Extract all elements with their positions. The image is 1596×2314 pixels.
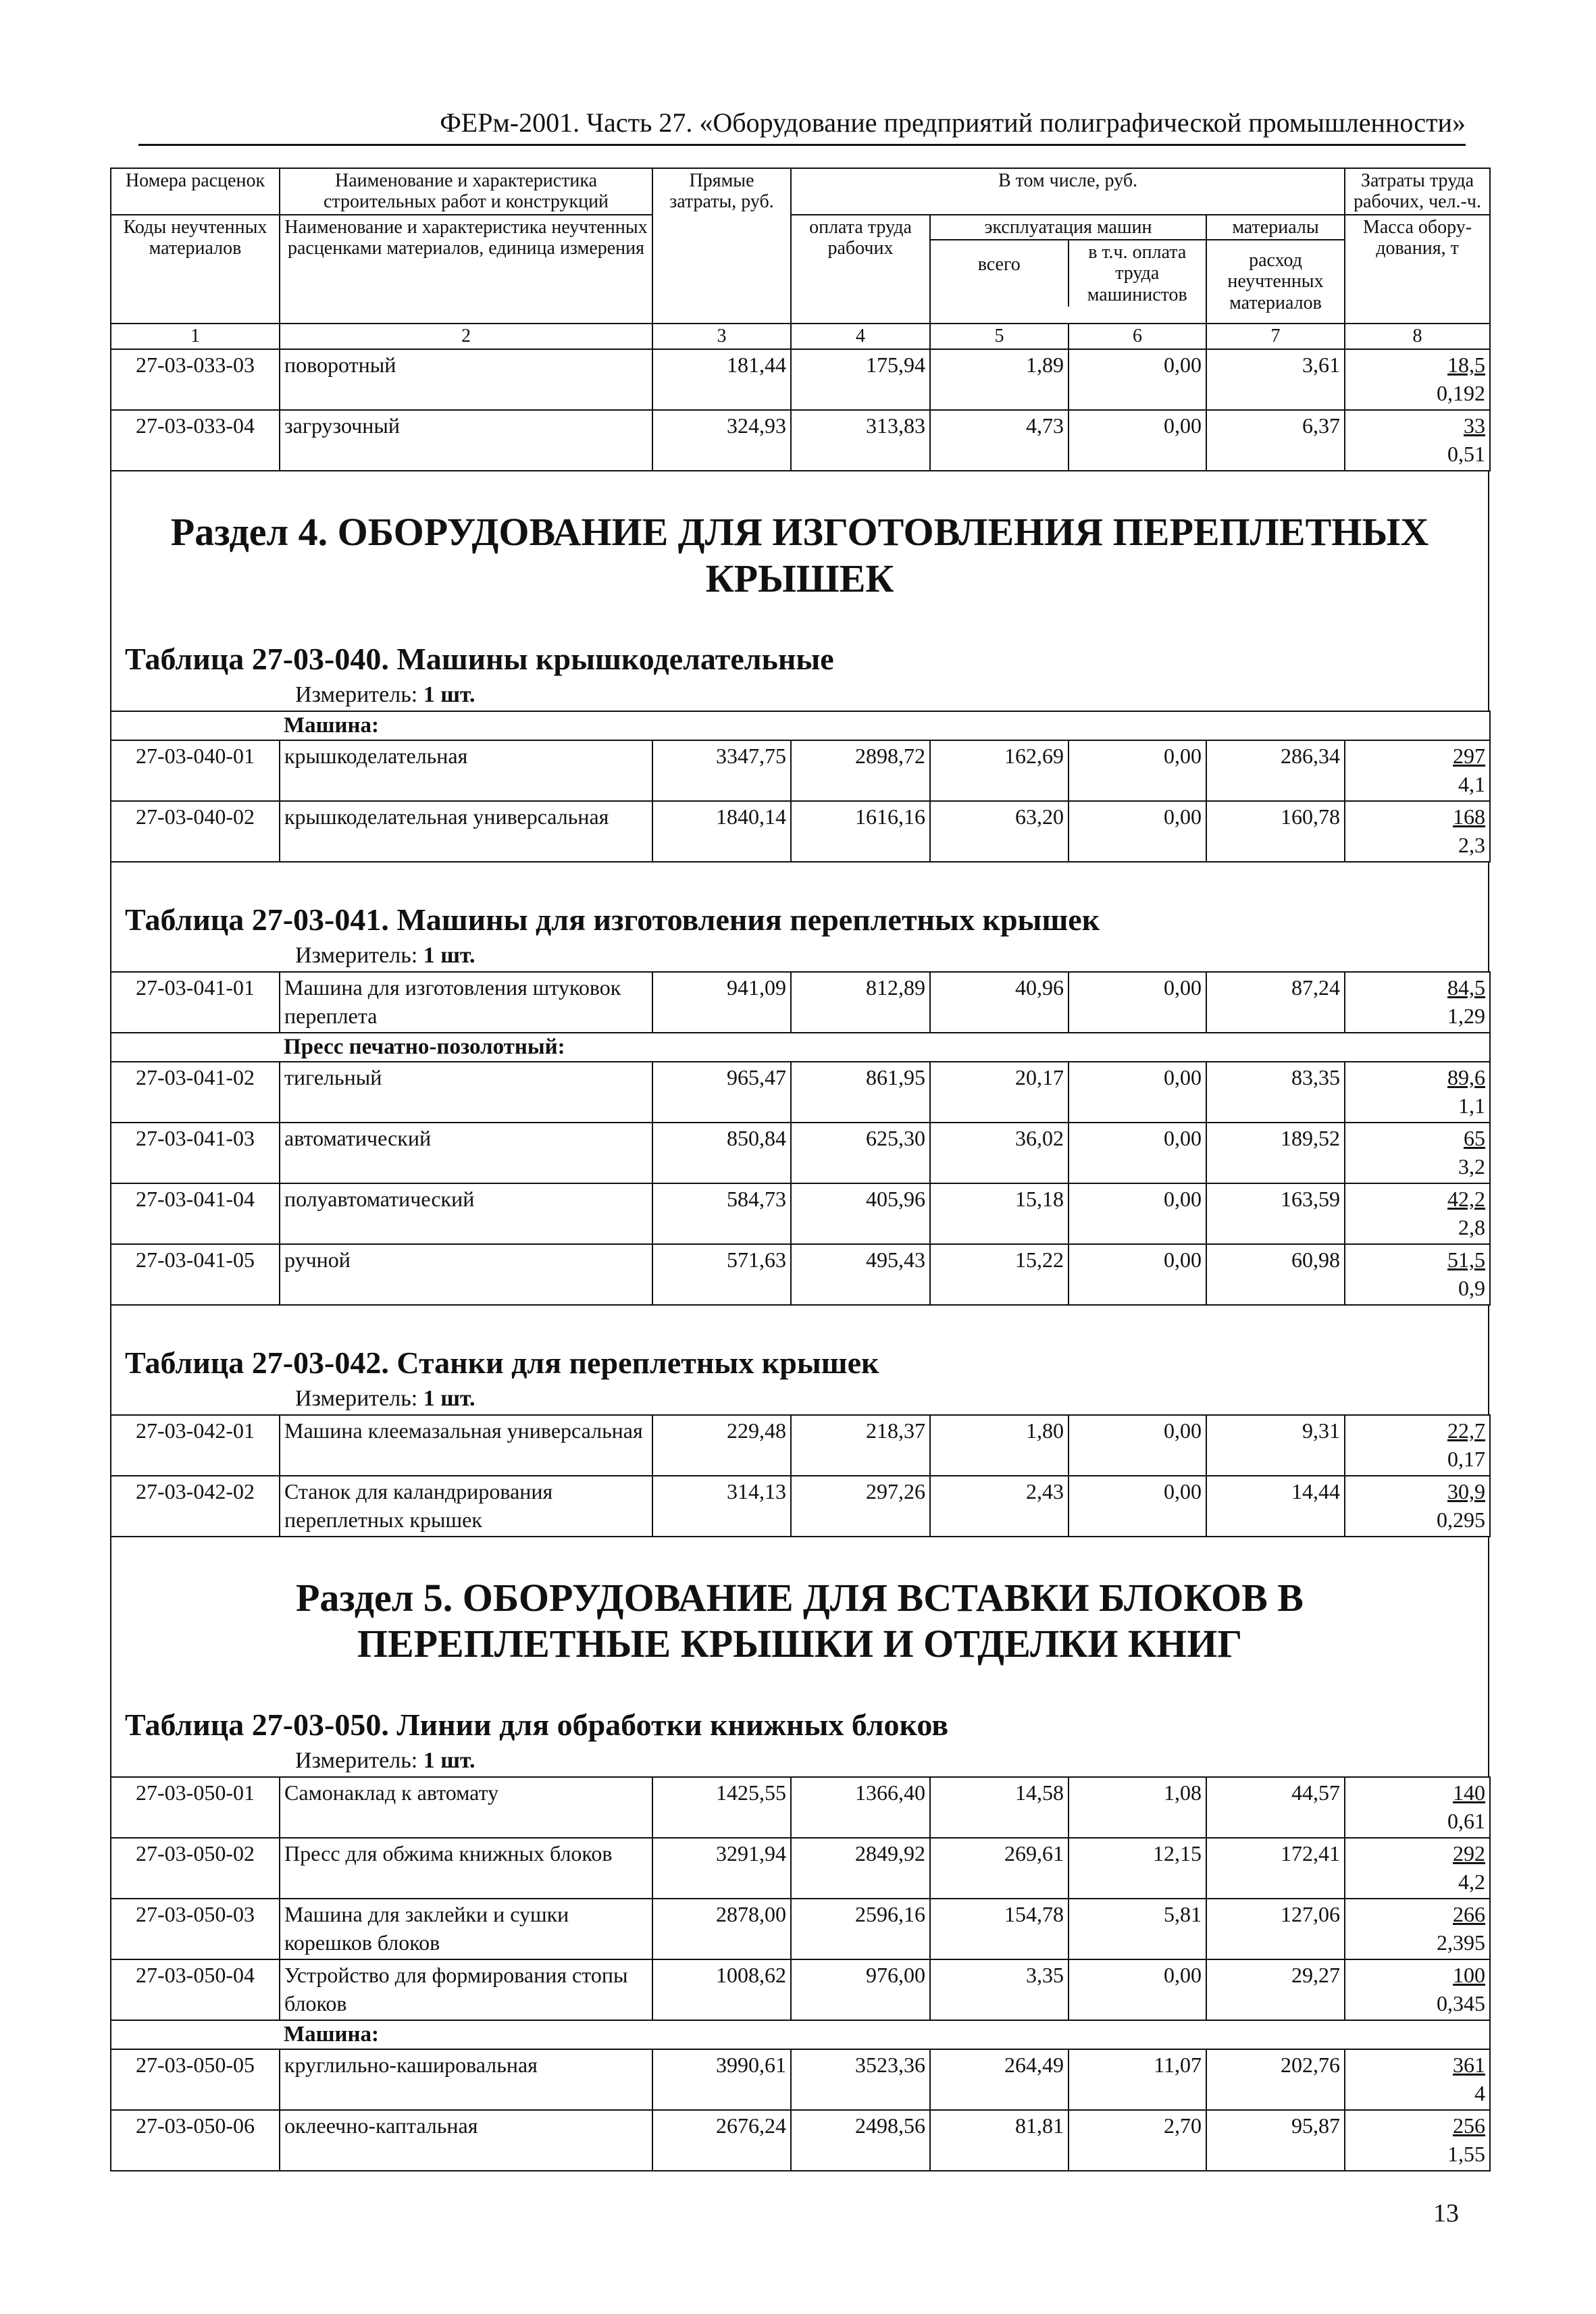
rate-code-cell: 27-03-042-01 [111,1415,280,1476]
labor-hours: 65 [1464,1126,1485,1151]
labor-mass-cell [1345,1777,1490,1838]
rate-code-cell: 27-03-050-03 [111,1899,280,1959]
rate-code-cell: 27-03-050-02 [111,1838,280,1899]
materials-cell: 6,37 [1206,410,1345,471]
materials-cell: 44,57 [1206,1777,1345,1838]
rate-code-cell: 27-03-041-01 [111,972,280,1033]
labor-hours: 89,6 [1447,1065,1485,1090]
table-row [111,1183,1490,1244]
machines-total-cell: 15,22 [930,1244,1069,1305]
machines-total-cell: 36,02 [930,1123,1069,1183]
labor-hours: 297 [1453,744,1486,769]
labor-hours: 30,9 [1447,1479,1485,1504]
labor-pay-cell: 495,43 [791,1244,930,1305]
labor-mass-cell [1345,1959,1490,2020]
table-040 [110,711,1491,863]
direct-costs-cell: 229,48 [652,1415,791,1476]
equipment-mass: 0,17 [1447,1446,1485,1471]
table-041-block [110,863,1489,971]
item-name-cell: крышкоделательная [280,740,652,801]
rate-code-cell: 27-03-050-04 [111,1959,280,2020]
machinist-pay-cell: 0,00 [1069,1476,1206,1537]
rate-code-cell: 27-03-050-01 [111,1777,280,1838]
labor-hours: 18,5 [1447,353,1486,378]
section-5-title: Раздел 5. ОБОРУДОВАНИЕ ДЛЯ ВСТАВКИ БЛОКОВ В ПЕРЕПЛЕТНЫЕ КРЫШКИ И ОТДЕЛКИ КНИГ [296,1576,1304,1666]
labor-pay-cell: 2596,16 [791,1899,930,1959]
table-row [111,349,1490,410]
machinist-pay-cell: 0,00 [1069,1244,1206,1305]
labor-hours: 84,5 [1447,975,1485,1000]
column-number: 5 [930,324,1069,349]
hdr-col1-bottom: Коды неучтенных материалов [111,215,280,324]
machinist-pay-cell: 2,70 [1069,2110,1206,2171]
machines-total-cell: 162,69 [930,740,1069,801]
labor-pay-cell: 313,83 [791,410,930,471]
item-name-cell: Самонаклад к автомату [280,1777,652,1838]
group-heading: Пресс печатно-позолотный: [280,1033,1490,1062]
labor-hours: 100 [1453,1962,1485,1987]
item-name-cell: Станок для каландрирования переплетных крышек [280,1476,652,1537]
labor-pay-cell: 976,00 [791,1959,930,2020]
machines-total-cell: 2,43 [930,1476,1069,1537]
labor-mass-cell [1345,1899,1490,1959]
hdr-materials-sub: расход неучтенных материалов [1227,250,1324,313]
meter-value: 1 шт. [423,1747,475,1773]
labor-pay-cell: 1616,16 [791,801,930,862]
labor-hours: 361 [1453,2052,1485,2077]
materials-cell: 3,61 [1206,349,1345,410]
equipment-mass: 0,295 [1437,1507,1485,1532]
direct-costs-cell: 2676,24 [652,2110,791,2171]
equipment-mass: 4,2 [1458,1869,1485,1894]
equipment-mass: 1,55 [1447,2141,1485,2166]
machinist-pay-cell: 0,00 [1069,1959,1206,2020]
group-heading: Машина: [280,2020,1490,2049]
equipment-mass: 0,192 [1437,380,1486,405]
item-name-cell: крышкоделательная универсальная [280,801,652,862]
table-row [111,1777,1490,1838]
hdr-col8-top: Затраты труда рабочих, чел.-ч. [1345,168,1490,215]
table-row [111,1476,1490,1537]
labor-pay-cell: 175,94 [791,349,930,410]
group-heading-row [111,2020,1490,2049]
machinist-pay-cell: 0,00 [1069,801,1206,862]
item-name-cell: Устройство для формирования стопы блоков [280,1959,652,2020]
machinist-pay-cell: 0,00 [1069,410,1206,471]
group-empty-cell [111,2020,280,2049]
rate-code-cell: 27-03-040-02 [111,801,280,862]
labor-hours: 266 [1453,1901,1485,1926]
direct-costs-cell: 324,93 [652,410,791,471]
labor-mass-cell [1345,349,1490,410]
equipment-mass: 1,29 [1447,1003,1485,1028]
equipment-mass: 0,345 [1437,1990,1485,2015]
hdr-col8-bottom: Масса обору-дования, т [1345,215,1490,324]
labor-mass-cell [1345,1476,1490,1537]
labor-mass-cell [1345,1062,1490,1123]
table-050-title: Таблица 27-03-050. Линии для обработки книжных блоков [125,1707,949,1742]
equipment-mass: 4,1 [1458,771,1486,796]
direct-costs-cell: 571,63 [652,1244,791,1305]
table-row [111,1899,1490,1959]
labor-mass-cell [1345,410,1490,471]
materials-cell: 29,27 [1206,1959,1345,2020]
machinist-pay-cell: 0,00 [1069,1415,1206,1476]
hdr-col2-top: Наименование и характеристика строительных работ и конструкций [280,168,652,215]
labor-pay-cell: 861,95 [791,1062,930,1123]
labor-hours: 256 [1453,2113,1485,2138]
labor-mass-cell [1345,1415,1490,1476]
meter-042 [111,1383,1488,1414]
machines-total-cell: 154,78 [930,1899,1069,1959]
rate-code-cell: 27-03-033-03 [111,349,280,410]
rate-code-cell: 27-03-041-05 [111,1244,280,1305]
item-name-cell: Машина для изготовления штуковок переплета [280,972,652,1033]
header-table [110,168,1491,471]
labor-mass-cell [1345,740,1490,801]
group-heading-row [111,711,1490,740]
hdr-col1-top: Номера расценок [111,168,280,215]
labor-pay-cell: 3523,36 [791,2049,930,2110]
labor-hours: 51,5 [1447,1248,1485,1272]
hdr-machines-pay: в т.ч. оплата труда машинистов [1087,242,1187,305]
rate-code-cell: 27-03-050-06 [111,2110,280,2171]
table-041 [110,971,1491,1306]
direct-costs-cell: 181,44 [652,349,791,410]
direct-costs-cell: 3291,94 [652,1838,791,1899]
materials-cell: 127,06 [1206,1899,1345,1959]
machines-total-cell: 1,80 [930,1415,1069,1476]
materials-cell: 95,87 [1206,2110,1345,2171]
meter-label: Измеритель: [295,1386,418,1412]
group-heading-row [111,1033,1490,1062]
machines-total-cell: 40,96 [930,972,1069,1033]
table-050 [110,1776,1491,2171]
table-row [111,801,1490,862]
hdr-including: В том числе, руб. [791,168,1345,215]
labor-pay-cell: 812,89 [791,972,930,1033]
materials-cell: 172,41 [1206,1838,1345,1899]
meter-050 [111,1745,1488,1776]
materials-cell: 60,98 [1206,1244,1345,1305]
group-empty-cell [111,711,280,740]
equipment-mass: 3,2 [1458,1154,1485,1179]
direct-costs-cell: 965,47 [652,1062,791,1123]
labor-pay-cell: 297,26 [791,1476,930,1537]
rate-code-cell: 27-03-042-02 [111,1476,280,1537]
materials-cell: 160,78 [1206,801,1345,862]
equipment-mass: 2,395 [1437,1930,1485,1955]
machinist-pay-cell: 0,00 [1069,1123,1206,1183]
equipment-mass: 2,3 [1458,832,1486,857]
section4-block [110,471,1489,711]
column-number: 7 [1206,324,1345,349]
labor-hours: 168 [1453,804,1486,829]
direct-costs-cell: 850,84 [652,1123,791,1183]
direct-costs-cell: 314,13 [652,1476,791,1537]
table-042-block [110,1306,1489,1414]
table-row [111,740,1490,801]
labor-hours: 140 [1453,1780,1485,1805]
column-number: 6 [1069,324,1206,349]
labor-pay-cell: 2498,56 [791,2110,930,2171]
rate-code-cell: 27-03-050-05 [111,2049,280,2110]
labor-hours: 292 [1453,1841,1485,1866]
machinist-pay-cell: 1,08 [1069,1777,1206,1838]
section5-block [110,1537,1489,1776]
meter-label: Измеритель: [295,1747,418,1773]
machinist-pay-cell: 0,00 [1069,1062,1206,1123]
labor-mass-cell [1345,1123,1490,1183]
item-name-cell: Машина для заклейки и сушки корешков блоков [280,1899,652,1959]
hdr-materials [1206,215,1345,324]
hdr-machines [930,215,1206,324]
top-rows [111,349,1490,471]
hdr-col2-bottom: Наименование и характеристика неучтенных расценками материалов, единица измерения [280,215,652,324]
direct-costs-cell: 941,09 [652,972,791,1033]
machinist-pay-cell: 5,81 [1069,1899,1206,1959]
meter-041 [111,940,1488,971]
machinist-pay-cell: 0,00 [1069,1183,1206,1244]
machinist-pay-cell: 0,00 [1069,349,1206,410]
item-name-cell: оклеечно-каптальная [280,2110,652,2171]
rate-code-cell: 27-03-041-03 [111,1123,280,1183]
equipment-mass: 4 [1474,2080,1485,2105]
labor-mass-cell [1345,1244,1490,1305]
table-040-title: Таблица 27-03-040. Машины крышкоделательные [125,642,834,677]
equipment-mass: 2,8 [1458,1214,1485,1239]
labor-pay-cell: 1366,40 [791,1777,930,1838]
meter-value: 1 шт. [423,682,475,708]
machines-total-cell: 1,89 [930,349,1069,410]
rate-code-cell: 27-03-040-01 [111,740,280,801]
item-name-cell: тигельный [280,1062,652,1123]
machinist-pay-cell: 12,15 [1069,1838,1206,1899]
materials-cell: 189,52 [1206,1123,1345,1183]
section-4-title: Раздел 4. ОБОРУДОВАНИЕ ДЛЯ ИЗГОТОВЛЕНИЯ ПЕРЕПЛЕТНЫХ КРЫШЕК [170,510,1429,600]
direct-costs-cell: 1008,62 [652,1959,791,2020]
table-row [111,410,1490,471]
labor-mass-cell [1345,1183,1490,1244]
labor-mass-cell [1345,972,1490,1033]
item-name-cell: поворотный [280,349,652,410]
machinist-pay-cell: 0,00 [1069,972,1206,1033]
labor-pay-cell: 2849,92 [791,1838,930,1899]
equipment-mass: 0,9 [1458,1275,1485,1300]
item-name-cell: круглильно-кашировальная [280,2049,652,2110]
item-name-cell: полуавтоматический [280,1183,652,1244]
table-042-title: Таблица 27-03-042. Станки для переплетных крышек [125,1345,879,1381]
direct-costs-cell: 3990,61 [652,2049,791,2110]
column-numbers-row [111,324,1490,349]
table-row [111,2049,1490,2110]
table-041-title: Таблица 27-03-041. Машины для изготовления переплетных крышек [125,902,1100,937]
table-042 [110,1414,1491,1537]
group-heading: Машина: [280,711,1490,740]
rate-code-cell: 27-03-041-04 [111,1183,280,1244]
table-row [111,972,1490,1033]
column-number: 3 [652,324,791,349]
meter-value: 1 шт. [423,943,475,969]
machinist-pay-cell: 0,00 [1069,740,1206,801]
column-number: 4 [791,324,930,349]
column-number: 8 [1345,324,1490,349]
meter-040 [111,679,1488,711]
labor-hours: 33 [1464,413,1486,438]
equipment-mass: 0,51 [1447,441,1486,466]
table-row [111,1244,1490,1305]
labor-pay-cell: 625,30 [791,1123,930,1183]
machines-total-cell: 3,35 [930,1959,1069,2020]
meter-label: Измеритель: [295,943,418,969]
direct-costs-cell: 1425,55 [652,1777,791,1838]
machines-total-cell: 269,61 [930,1838,1069,1899]
column-number: 1 [111,324,280,349]
page-number: 13 [1433,2199,1459,2228]
item-name-cell: загрузочный [280,410,652,471]
hdr-materials-label: материалы [1207,215,1344,240]
table-row [111,2110,1490,2171]
machines-total-cell: 20,17 [930,1062,1069,1123]
machines-total-cell: 14,58 [930,1777,1069,1838]
item-name-cell: ручной [280,1244,652,1305]
table-row [111,1959,1490,2020]
equipment-mass: 0,61 [1447,1808,1485,1833]
machines-total-cell: 63,20 [930,801,1069,862]
labor-hours: 42,2 [1447,1187,1485,1212]
materials-cell: 87,24 [1206,972,1345,1033]
rate-code-cell: 27-03-041-02 [111,1062,280,1123]
direct-costs-cell: 1840,14 [652,801,791,862]
table-row [111,1062,1490,1123]
materials-cell: 163,59 [1206,1183,1345,1244]
hdr-machines-label: эксплуатация машин [931,215,1206,240]
machinist-pay-cell: 11,07 [1069,2049,1206,2110]
hdr-direct-costs: Прямые затраты, руб. [652,168,791,324]
labor-pay-cell: 218,37 [791,1415,930,1476]
machines-total-cell: 264,49 [930,2049,1069,2110]
rate-code-cell: 27-03-033-04 [111,410,280,471]
machines-total-cell: 4,73 [930,410,1069,471]
machines-total-cell: 15,18 [930,1183,1069,1244]
item-name-cell: автоматический [280,1123,652,1183]
running-header: ФЕРм-2001. Часть 27. «Оборудование предприятий полиграфической промышленности» [138,107,1466,146]
labor-pay-cell: 405,96 [791,1183,930,1244]
hdr-labor-pay: оплата труда рабочих [791,215,930,324]
labor-mass-cell [1345,801,1490,862]
table-row [111,1123,1490,1183]
direct-costs-cell: 584,73 [652,1183,791,1244]
materials-cell: 9,31 [1206,1415,1345,1476]
machines-total-cell: 81,81 [930,2110,1069,2171]
labor-hours: 22,7 [1447,1418,1485,1443]
table-row [111,1415,1490,1476]
hdr-machines-total: всего [931,240,1069,307]
page-content [110,168,1489,2171]
meter-label: Измеритель: [295,682,418,708]
equipment-mass: 1,1 [1458,1093,1485,1118]
materials-cell: 286,34 [1206,740,1345,801]
item-name-cell: Пресс для обжима книжных блоков [280,1838,652,1899]
direct-costs-cell: 3347,75 [652,740,791,801]
labor-mass-cell [1345,2110,1490,2171]
item-name-cell: Машина клеемазальная универсальная [280,1415,652,1476]
labor-pay-cell: 2898,72 [791,740,930,801]
materials-cell: 202,76 [1206,2049,1345,2110]
table-row [111,1838,1490,1899]
materials-cell: 83,35 [1206,1062,1345,1123]
direct-costs-cell: 2878,00 [652,1899,791,1959]
meter-value: 1 шт. [423,1386,475,1412]
group-empty-cell [111,1033,280,1062]
materials-cell: 14,44 [1206,1476,1345,1537]
labor-mass-cell [1345,1838,1490,1899]
column-number: 2 [280,324,652,349]
labor-mass-cell [1345,2049,1490,2110]
